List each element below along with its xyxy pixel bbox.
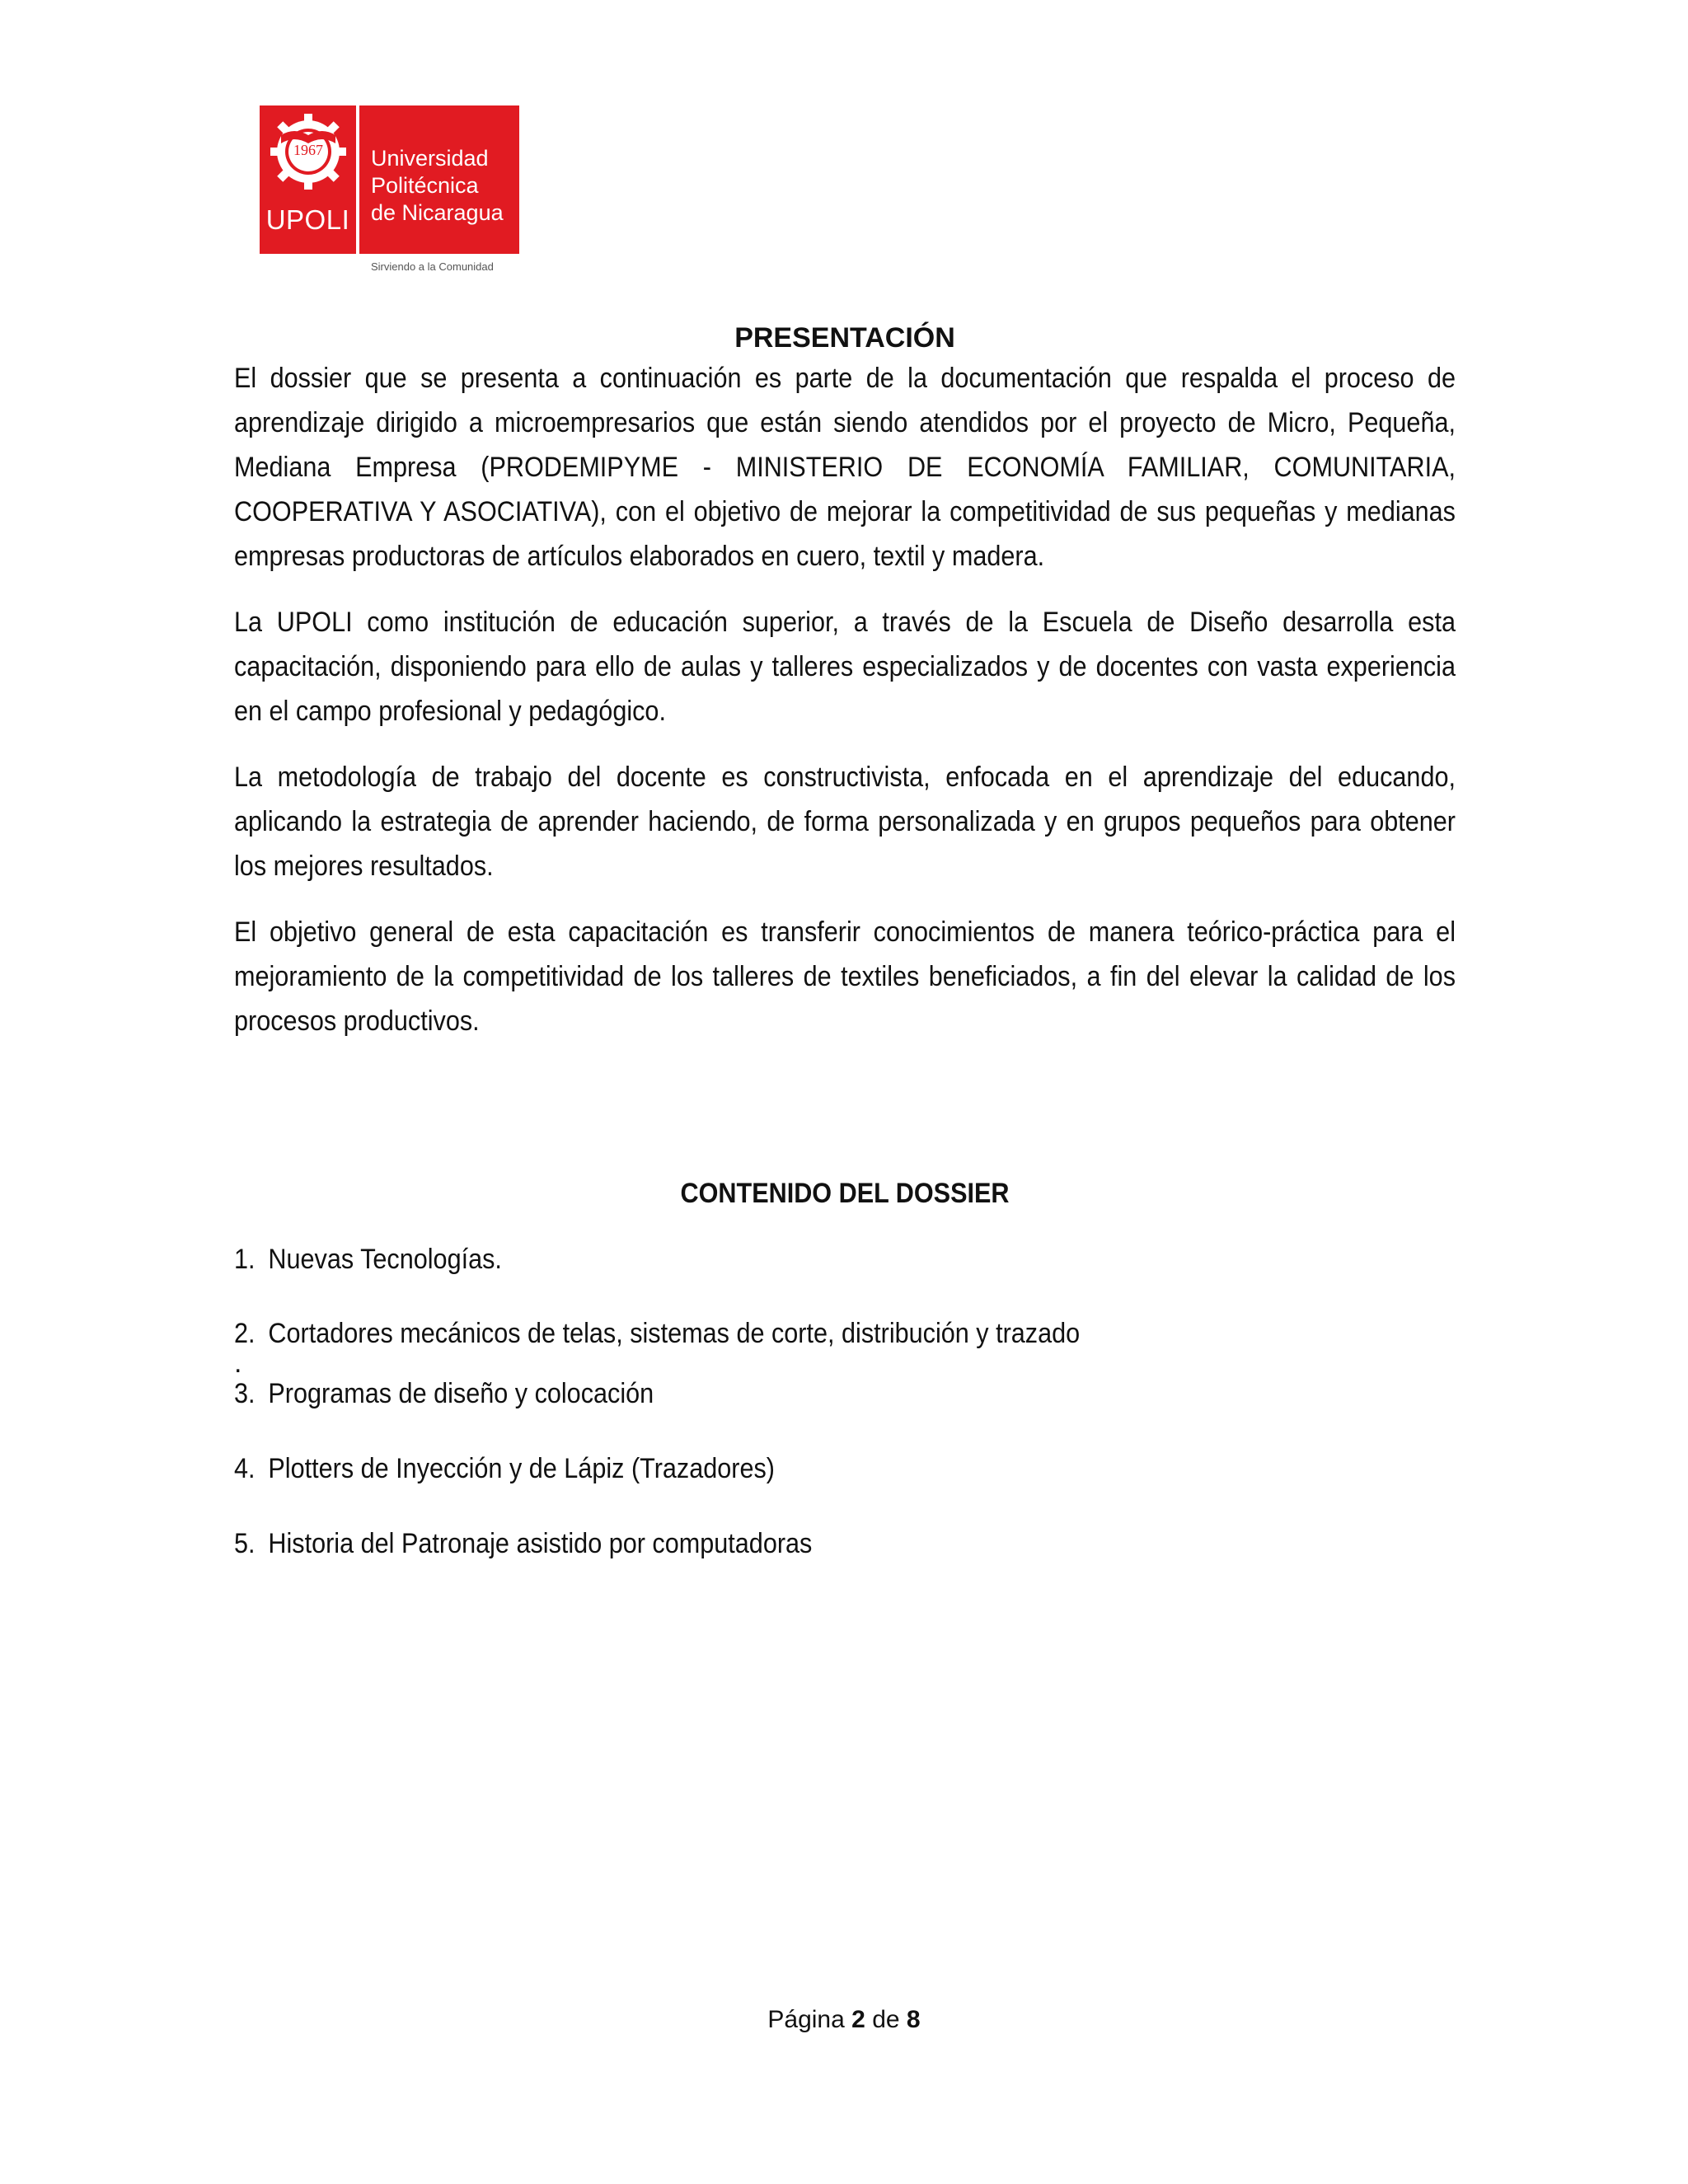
paragraph: La metodología de trabajo del docente es constructivista, enfocada en el aprendizaje del educando, aplicando la estrategia de aprender haciendo, de forma personalizada y en grupos pequeños para obtener los mejores resultados. xyxy=(234,762,1456,882)
list-item-text: Nuevas Tecnologías. xyxy=(268,1244,502,1275)
paragraph: La UPOLI como institución de educación superior, a través de la Escuela de Diseño desarrolla esta capacitación, disponiendo para ello de aulas y talleres especializados y de docentes con vasta experiencia en el campo profesional y pedagógico. xyxy=(234,607,1456,727)
list-item xyxy=(234,1315,1080,1352)
list-item xyxy=(234,1451,775,1487)
presentacion-section xyxy=(234,320,1456,1065)
list-item-number: 1. xyxy=(234,1244,256,1275)
list-item-text: Cortadores mecánicos de telas, sistemas de corte, distribución y trazado xyxy=(268,1318,1081,1349)
footer-current-page: 2 xyxy=(851,2006,865,2033)
list-item xyxy=(234,1241,502,1277)
list-item-number: 3. xyxy=(234,1378,256,1409)
footer-total-pages: 8 xyxy=(906,2006,921,2033)
paragraph: El objetivo general de esta capacitación es transferir conocimientos de manera teórico-práctica para el mejoramiento de la competitividad de los talleres de textiles beneficiados, a fin del elevar la calidad de los procesos productivos. xyxy=(234,916,1456,1037)
logo-university-name xyxy=(371,145,519,227)
logo-name-line: de Nicaragua xyxy=(371,200,504,225)
logo-name-line: Politécnica xyxy=(371,173,479,198)
list-item-text: Programas de diseño y colocación xyxy=(268,1378,654,1409)
logo-divider xyxy=(356,105,359,254)
list-item-text: Plotters de Inyección y de Lápiz (Trazadores) xyxy=(268,1453,775,1484)
list-item-text: Historia del Patronaje asistido por computadoras xyxy=(268,1528,813,1559)
contenido-title: CONTENIDO DEL DOSSIER xyxy=(680,1178,1010,1210)
list-item xyxy=(234,1526,812,1562)
logo-tagline: Sirviendo a la Comunidad xyxy=(371,260,494,273)
upoli-logo xyxy=(260,105,523,279)
presentacion-title: PRESENTACIÓN xyxy=(734,322,955,354)
list-item xyxy=(234,1376,654,1412)
page-number-footer xyxy=(0,2006,1688,2034)
stray-period: . xyxy=(234,1347,242,1379)
list-item-number: 4. xyxy=(234,1453,256,1484)
footer-of-word: de xyxy=(872,2006,900,2033)
logo-year: 1967 xyxy=(293,142,323,158)
footer-page-word: Página xyxy=(767,2006,845,2033)
list-item-number: 2. xyxy=(234,1318,256,1349)
logo-abbreviation: UPOLI xyxy=(265,204,350,235)
paragraph: El dossier que se presenta a continuación es parte de la documentación que respalda el proceso de aprendizaje dirigido a microempresarios que están siendo atendidos por el proyecto de Micro, Pequeña, Mediana Empresa (PRODEMIPYME - MINISTERIO DE ECONOMÍA FAMILIAR, COMUNITARIA, COOPERATIVA Y ASOCIATIVA), con el objetivo de mejorar la competitividad de sus pequeñas y medianas empresas productoras de artículos elaborados en cuero, textil y madera. xyxy=(234,363,1456,572)
list-item-number: 5. xyxy=(234,1528,256,1559)
logo-name-line: Universidad xyxy=(371,146,489,171)
